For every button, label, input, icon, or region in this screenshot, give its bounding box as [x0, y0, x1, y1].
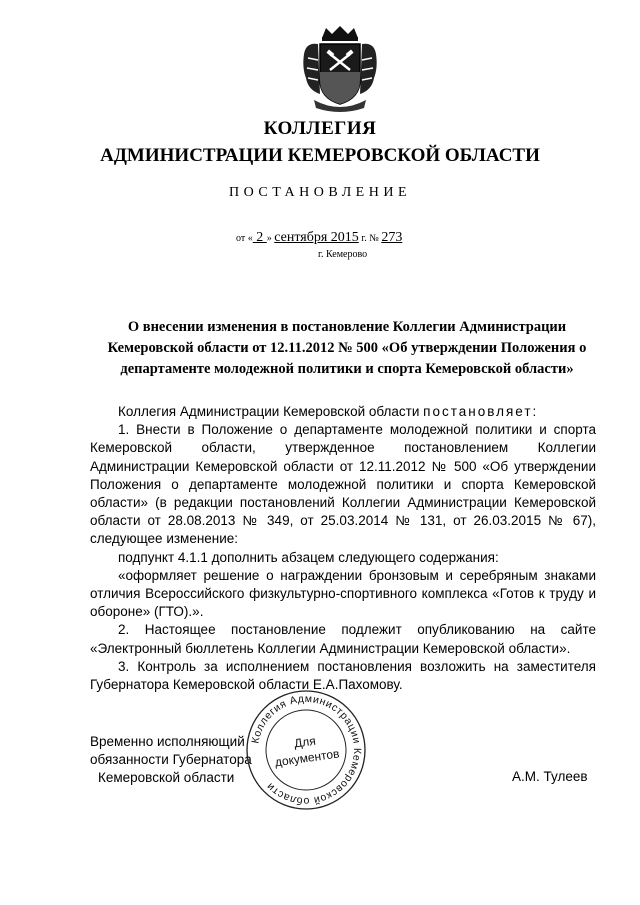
official-stamp: [244, 688, 368, 812]
date-prefix: от «: [236, 233, 253, 244]
stamp-center-line1: Для: [293, 733, 317, 751]
document-title: О внесении изменения в постановление Коллегии Администрации Кемеровской области от 12.11.2012 № 500 «Об утверждении Положения о департаменте молодежной политики и спорта Кемеровской области»: [107, 319, 587, 377]
signatory-name: А.М. Тулеев: [512, 769, 588, 784]
paragraph-5: 3. Контроль за исполнением постановления возложить на заместителя Губернатора Кемеровской области Е.А.Пахомову.: [90, 658, 596, 693]
date-mid: »: [266, 233, 275, 244]
intro-resolves: постановляет:: [423, 404, 539, 419]
intro-prefix: Коллегия Администрации Кемеровской области: [118, 404, 424, 419]
org-title-line2: АДМИНИСТРАЦИИ КЕМЕРОВСКОЙ ОБЛАСТИ: [100, 145, 540, 166]
date-year-suffix: г.: [358, 233, 367, 244]
signatory-position-line1: Временно исполняющий: [90, 734, 245, 749]
paragraph-2: подпункт 4.1.1 дополнить абзацем следующего содержания:: [118, 549, 499, 565]
stamp-ring-text: Коллегия Администрации Кемеровской области: [249, 692, 364, 808]
paragraph-4: 2. Настоящее постановление подлежит опубликованию на сайте «Электронный бюллетень Коллегии Администрации Кемеровской области».: [90, 622, 596, 656]
org-title-line1: КОЛЛЕГИЯ: [263, 118, 377, 139]
paragraph-1: 1. Внести в Положение о департаменте молодежной политики и спорта Кемеровской области, утвержденное постановлением Коллегии Администрации Кемеровской области от 12.11.2012 № 500 «Об утверждении Положения о департаменте молодежной политики и спорта Кемеровской области» (в редакции постановлений Коллегии Администрации Кемеровской области от 28.08.2013 № 349, от 25.03.2014 № 131, от 26.03.2015 № 67), следующее изменение:: [90, 422, 596, 547]
stamp-center-line2: документов: [274, 746, 341, 770]
coat-of-arms-emblem: [300, 24, 380, 114]
number-prefix: №: [366, 233, 382, 244]
signatory-position-line2: обязанности Губернатора: [90, 752, 252, 767]
date-month-year: сентября 2015: [274, 230, 359, 245]
date-number-line: [236, 230, 402, 246]
signatory-position: [90, 733, 252, 787]
document-number: 273: [381, 230, 403, 245]
document-type: ПОСТАНОВЛЕНИЕ: [228, 185, 412, 200]
date-day: 2: [252, 230, 267, 245]
intro-paragraph: [90, 403, 596, 421]
paragraph-3: «оформляет решение о награждении бронзовым и серебряным знаками отличия Всероссийского физкультурно-спортивного комплекса «Готов к труду и обороне» (ГТО).».: [90, 567, 596, 620]
document-body: [90, 403, 596, 694]
city: г. Кемерово: [318, 249, 368, 260]
signatory-position-line3: Кемеровской области: [98, 770, 235, 785]
